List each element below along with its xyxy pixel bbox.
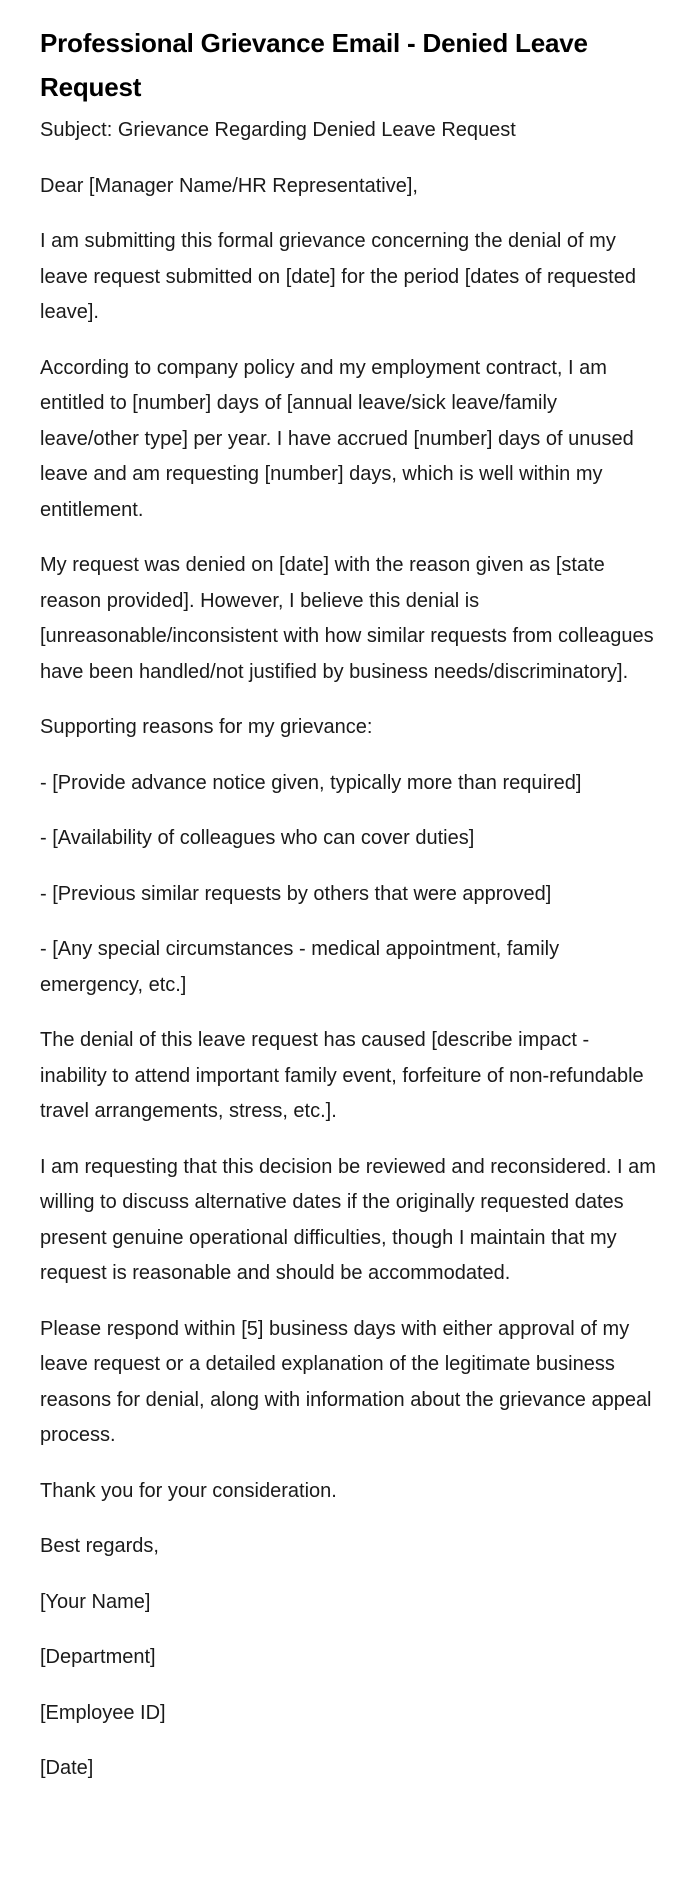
- signature-name: [Your Name]: [40, 1590, 151, 1613]
- paragraph-response-deadline: Please respond within [5] business days with either approval of my leave request or a detailed explanation of the legitimate business reasons for denial, along with information about the grievance appeal process.: [40, 1317, 652, 1446]
- signature-date: [Date]: [40, 1757, 94, 1779]
- email-salutation: Dear [Manager Name/HR Representative],: [40, 174, 418, 197]
- signature-department: [Department]: [40, 1646, 156, 1668]
- supporting-reasons-heading: Supporting reasons for my grievance:: [40, 716, 373, 738]
- paragraph-request-review: I am requesting that this decision be reviewed and reconsidered. I am willing to discuss alternative dates if the originally requested dates present genuine operational difficulties, though I maintain that my request is reasonable and should be accommodated.: [40, 1155, 656, 1284]
- list-item: - [Availability of colleagues who can cover duties]: [40, 827, 475, 849]
- page-title: Professional Grievance Email - Denied Leave Request: [40, 28, 588, 102]
- email-subject: Subject: Grievance Regarding Denied Leave Request: [40, 119, 516, 141]
- email-closing: Best regards,: [40, 1535, 159, 1557]
- signature-employee-id: [Employee ID]: [40, 1701, 166, 1724]
- list-item: - [Any special circumstances - medical appointment, family emergency, etc.]: [40, 938, 560, 996]
- paragraph-intro: I am submitting this formal grievance concerning the denial of my leave request submitted on [date] for the period [dates of requested leave].: [40, 230, 636, 323]
- paragraph-denial: My request was denied on [date] with the reason given as [state reason provided]. However, I believe this denial is [unreasonable/inconsistent with how similar requests from colleagues have been handled/not justified by business needs/discriminatory].: [40, 554, 654, 683]
- paragraph-thanks: Thank you for your consideration.: [40, 1479, 337, 1502]
- list-item: - [Provide advance notice given, typically more than required]: [40, 771, 582, 794]
- paragraph-entitlement: According to company policy and my employment contract, I am entitled to [number] days of [annual leave/sick leave/family leave/other type] per year. I have accrued [number] days of unused leave and am requesting [number] days, which is well within my entitlement.: [40, 356, 634, 521]
- paragraph-impact: The denial of this leave request has caused [describe impact - inability to attend important family event, forfeiture of non-refundable travel arrangements, stress, etc.].: [40, 1029, 644, 1122]
- list-item: - [Previous similar requests by others that were approved]: [40, 882, 552, 905]
